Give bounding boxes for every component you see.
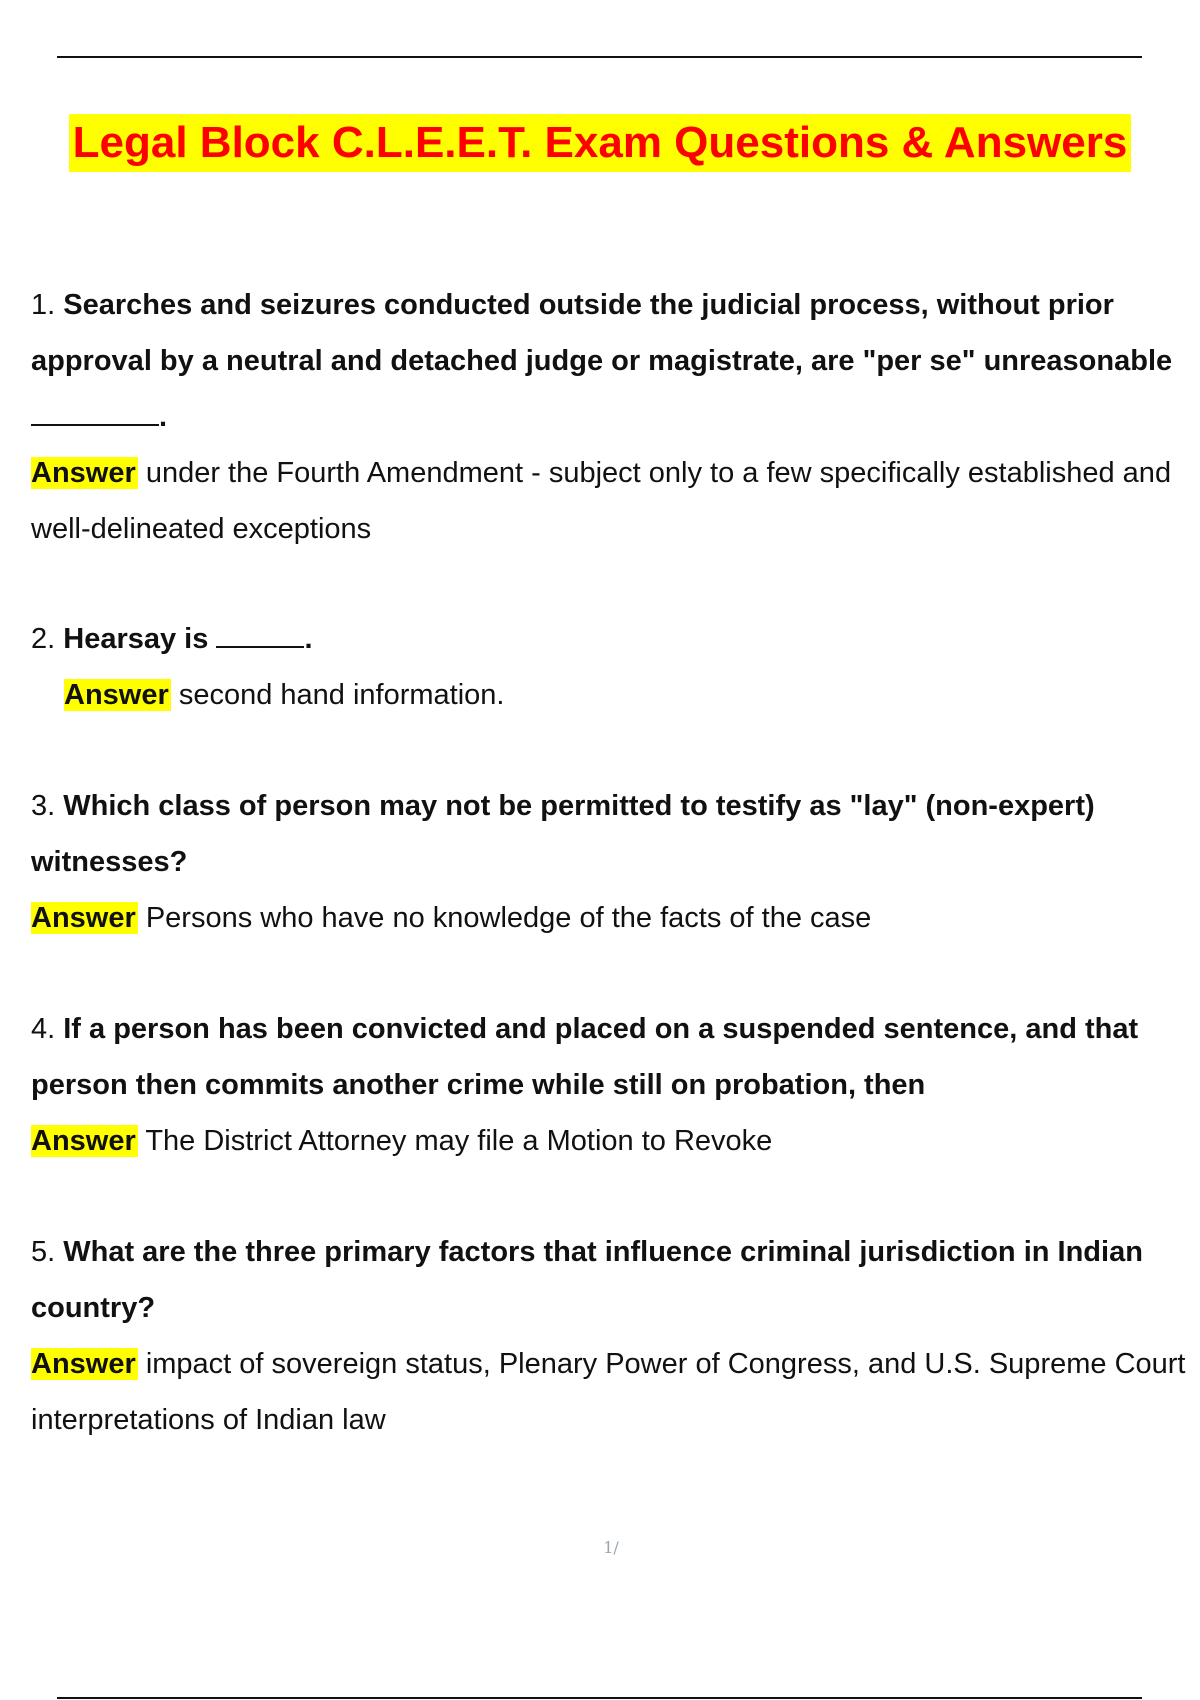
answer-label: Answer [31, 1125, 136, 1157]
question-text: Hearsay is [63, 623, 209, 655]
question-number: 1. [31, 289, 56, 321]
question-2 [31, 611, 1196, 667]
question-5 [31, 1224, 1196, 1336]
question-number: 2. [31, 623, 56, 655]
question-3 [31, 778, 1196, 890]
bottom-divider [57, 1697, 1142, 1699]
top-divider [57, 56, 1142, 58]
answer-text: under the Fourth Amendment - subject only to a few specifically established and well-delineated exceptions [31, 457, 1172, 545]
question-block-4 [31, 1001, 1196, 1169]
question-text: Which class of person may not be permitted to testify as "lay" (non-expert) witnesses? [31, 790, 1095, 878]
question-4 [31, 1001, 1196, 1113]
answer-3 [31, 890, 1196, 946]
answer-blank [216, 624, 304, 648]
answer-label: Answer [64, 679, 169, 711]
question-text: Searches and seizures conducted outside the judicial process, without prior approval by a neutral and detached judge or magistrate, are "per se" unreasonable [31, 289, 1173, 377]
question-block-2 [31, 611, 1196, 723]
answer-text: second hand information. [178, 679, 505, 711]
answer-1 [31, 445, 1196, 557]
page-number: 1/ [603, 1538, 619, 1557]
answer-label: Answer [31, 1348, 136, 1380]
question-block-1 [31, 277, 1196, 557]
question-block-5 [31, 1224, 1196, 1448]
question-number: 4. [31, 1013, 56, 1045]
answer-text: Persons who have no knowledge of the facts of the case [145, 902, 872, 934]
question-text: If a person has been convicted and placed on a suspended sentence, and that person then commits another crime while still on probation, then [31, 1013, 1139, 1101]
document-title: Legal Block C.L.E.E.T. Exam Questions & Answers [69, 114, 1132, 172]
answer-text: The District Attorney may file a Motion to Revoke [145, 1125, 773, 1157]
question-trailing-period: . [304, 623, 313, 655]
question-number: 3. [31, 790, 56, 822]
answer-5 [31, 1336, 1196, 1448]
answer-4 [31, 1113, 1196, 1169]
answer-text: impact of sovereign status, Plenary Power of Congress, and U.S. Supreme Court interpretations of Indian law [31, 1348, 1186, 1436]
question-text: What are the three primary factors that influence criminal jurisdiction in Indian country? [31, 1236, 1143, 1324]
answer-label: Answer [31, 457, 136, 489]
answer-2 [31, 667, 1196, 723]
question-block-3 [31, 778, 1196, 946]
answer-blank [31, 402, 159, 426]
question-number: 5. [31, 1236, 56, 1268]
question-1 [31, 277, 1196, 445]
title-container [0, 114, 1200, 172]
answer-label: Answer [31, 902, 136, 934]
question-trailing-period: . [159, 401, 168, 433]
